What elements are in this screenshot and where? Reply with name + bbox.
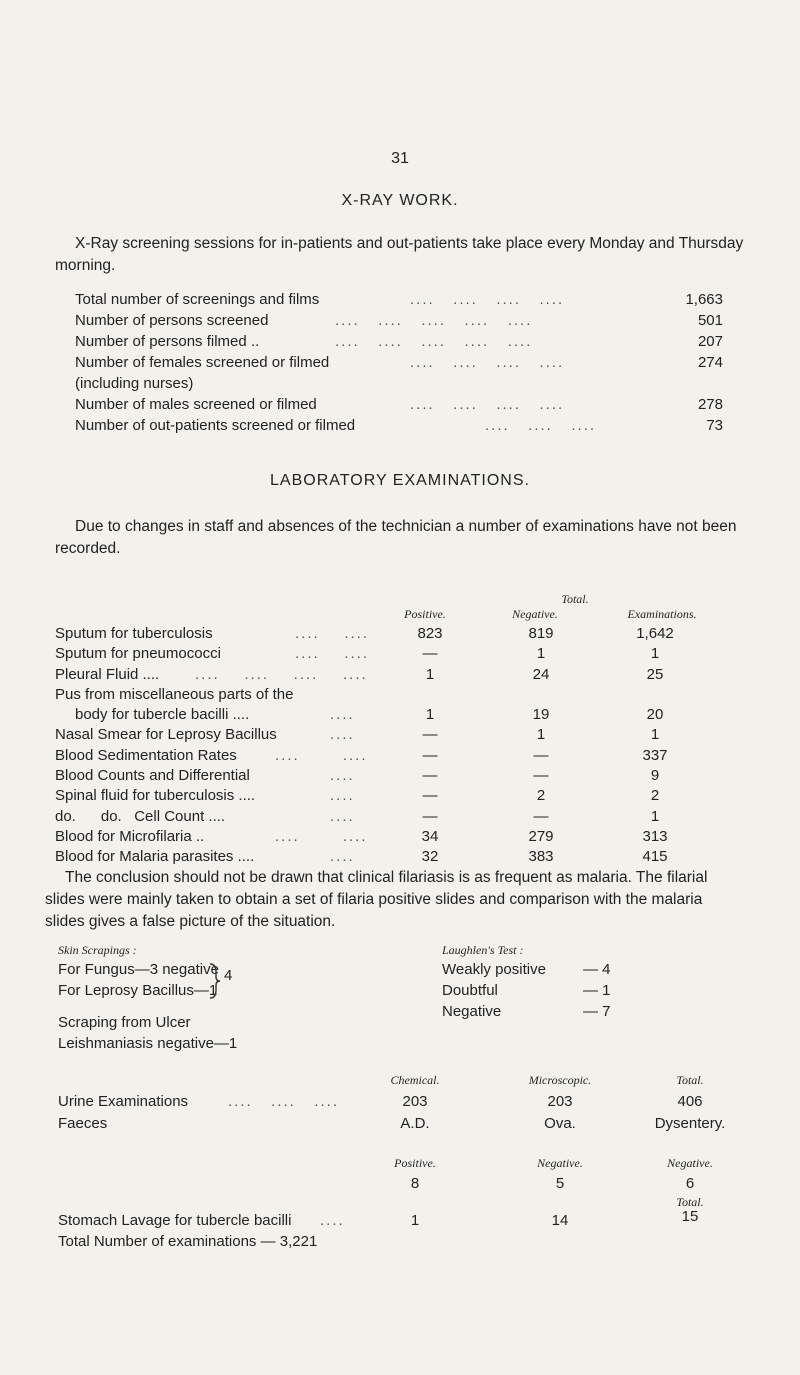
- stomach-positive: 1: [410, 1212, 420, 1229]
- lab-header-positive: Positive.: [404, 607, 446, 621]
- faeces-ova: Ova.: [544, 1115, 576, 1132]
- stomach-negative: 14: [551, 1212, 569, 1229]
- row-negative: —: [533, 807, 549, 825]
- row-positive: 1: [425, 665, 435, 683]
- xray-row-label: Number of persons screened: [75, 312, 269, 329]
- row-negative: —: [533, 767, 549, 785]
- row-positive: —: [422, 787, 438, 805]
- row-label: Sputum for pneumococci: [55, 645, 221, 663]
- row-total: 1,642: [636, 625, 674, 642]
- xray-row: Number of out-patients screened or filmed .... .... .... 73: [75, 417, 723, 434]
- row-negative: 819: [528, 625, 554, 642]
- xray-row-value: 207: [697, 333, 723, 350]
- table-row: Blood for Malaria parasites .... .... 32 383 415: [55, 846, 735, 866]
- row-positive: 1: [425, 706, 435, 724]
- stomach-label: Stomach Lavage for tubercle bacilli: [58, 1212, 292, 1229]
- urine-header-microscopic: Microscopic.: [528, 1073, 592, 1087]
- faeces-label: Faeces: [58, 1115, 108, 1132]
- xray-stats: [75, 289, 775, 436]
- laughlen-value: — 4: [583, 961, 611, 978]
- table-row: Spinal fluid for tuberculosis .... .... — 2 2: [55, 785, 735, 805]
- row-positive: 32: [421, 848, 439, 866]
- lab-header-total: Total.: [561, 592, 589, 606]
- urine-label: Urine Examinations: [58, 1093, 189, 1110]
- xray-row-label: Number of out-patients screened or filmed: [75, 417, 356, 434]
- row-label: Nasal Smear for Leprosy Bacillus: [55, 726, 277, 744]
- row-total: 20: [646, 706, 664, 724]
- xray-row-label: Number of females screened or filmed: [75, 354, 330, 371]
- row-label: Spinal fluid for tuberculosis ....: [55, 787, 256, 805]
- skin-brace-total: 4: [224, 967, 233, 984]
- row-label: Pleural Fluid ....: [55, 665, 160, 683]
- xray-row: Number of males screened or filmed .... .... .... .... 278: [75, 396, 723, 413]
- table-row: Sputum for pneumococci .... .... — 1 1: [55, 643, 735, 663]
- row-label: Blood for Microfilaria ..: [55, 827, 205, 845]
- row-negative: 279: [528, 827, 554, 845]
- xray-row-value: 274: [697, 354, 723, 371]
- lab-title: LABORATORY EXAMINATIONS.: [270, 472, 530, 489]
- row-total: 313: [642, 827, 668, 845]
- xray-row-value: 1,663: [685, 291, 723, 308]
- row-total: 9: [650, 767, 660, 785]
- row-label: Blood Sedimentation Rates: [55, 746, 237, 764]
- skin-line-fungus: For Fungus—3 negative: [58, 961, 219, 978]
- stomach-header-negative: Negative.: [537, 1156, 583, 1170]
- row-negative: 2: [536, 787, 546, 805]
- stomach-header-total: Total.: [676, 1195, 704, 1209]
- xray-intro: X-Ray screening sessions for in-patients and out-patients take place every Monday and Thursday morning.: [55, 235, 744, 274]
- table-row: Sputum for tuberculosis .... .... 823 819 1,642: [55, 623, 735, 643]
- stomach-negative-1: 5: [555, 1175, 565, 1192]
- xray-title: X-RAY WORK.: [341, 192, 459, 209]
- xray-row-label: Number of persons filmed ..: [75, 333, 260, 350]
- xray-row: Number of persons screened .... .... .... .... .... 501: [75, 312, 723, 329]
- brace-icon: [208, 962, 222, 1000]
- row-positive: —: [422, 767, 438, 785]
- laughlen-value: — 7: [583, 1003, 611, 1020]
- row-negative: 1: [536, 726, 546, 744]
- row-positive: —: [422, 726, 438, 744]
- laughlen-label: Weakly positive: [442, 961, 546, 978]
- stomach-total: 15: [681, 1208, 699, 1225]
- xray-row: Total number of screenings and films .... .... .... .... 1,663: [75, 291, 723, 308]
- xray-row-label: Total number of screenings and films: [75, 291, 320, 308]
- row-label: Sputum for tuberculosis: [55, 625, 213, 642]
- laughlen-heading: Laughlen's Test :: [442, 943, 524, 957]
- row-label: Blood Counts and Differential: [55, 767, 250, 785]
- table-row: Pleural Fluid .... .... .... .... .... 1 24 25: [55, 664, 735, 684]
- row-negative: 1: [536, 645, 546, 663]
- table-row: [55, 684, 735, 704]
- row-positive: —: [422, 746, 438, 764]
- lab-header-examinations: Examinations.: [627, 607, 697, 621]
- xray-row-value: 278: [697, 396, 723, 413]
- stomach-header-negative-2: Negative.: [667, 1156, 713, 1170]
- row-total: 2: [650, 787, 660, 805]
- lab-intro: Due to changes in staff and absences of the technician a number of examinations have not been recorded.: [55, 518, 737, 557]
- stomach-negative-2: 6: [685, 1175, 695, 1192]
- row-total: 1: [650, 645, 660, 663]
- table-row: Nasal Smear for Leprosy Bacillus .... — 1 1: [55, 724, 735, 744]
- row-total: 25: [646, 665, 664, 683]
- table-row: do. do. Cell Count .... .... — — 1: [55, 806, 735, 826]
- row-negative: 383: [528, 848, 554, 866]
- xray-row-value: 501: [697, 312, 723, 329]
- stomach-positive-1: 8: [410, 1175, 420, 1192]
- row-positive: —: [422, 807, 438, 825]
- stomach-header-positive: Positive.: [394, 1156, 436, 1170]
- skin-ulcer-line1: Scraping from Ulcer: [58, 1014, 191, 1031]
- table-row: body for tubercle bacilli .... .... 1 19 20: [55, 704, 735, 724]
- row-total: 415: [642, 848, 668, 866]
- urine-header-total: Total.: [676, 1073, 704, 1087]
- row-negative: —: [533, 746, 549, 764]
- row-total: 1: [650, 807, 660, 825]
- table-row: Blood for Microfilaria .. .... .... 34 279 313: [55, 826, 735, 846]
- total-examinations: Total Number of examinations — 3,221: [58, 1233, 318, 1250]
- laughlen-value: — 1: [583, 982, 611, 999]
- xray-row-label: Number of males screened or filmed: [75, 396, 317, 413]
- xray-row-label: (including nurses): [75, 375, 194, 392]
- skin-heading: Skin Scrapings :: [58, 943, 137, 957]
- row-positive: 34: [421, 827, 439, 845]
- lab-conclusion: The conclusion should not be drawn that clinical filariasis is as frequent as malaria. The filarial slides were mainly taken to obtain a set of filaria positive slides and comparison with the malaria slides gives a false picture of the situation.: [45, 869, 708, 930]
- row-negative: 24: [532, 665, 550, 683]
- row-label: body for tubercle bacilli ....: [75, 706, 250, 724]
- xray-row-value: 73: [706, 417, 723, 434]
- row-total: 1: [650, 726, 660, 744]
- row-positive: 823: [417, 625, 443, 642]
- row-label: do. do. Cell Count ....: [55, 807, 226, 825]
- table-row: Blood Sedimentation Rates .... .... — — 337: [55, 745, 735, 765]
- faeces-ad: A.D.: [400, 1115, 430, 1132]
- skin-ulcer-line2: Leishmaniasis negative—1: [58, 1035, 238, 1052]
- urine-chemical: 203: [402, 1093, 428, 1110]
- lab-header-negative: Negative.: [512, 607, 558, 621]
- row-positive: —: [422, 645, 438, 663]
- xray-row: [75, 373, 775, 394]
- page-number: 31: [391, 150, 409, 167]
- row-label: Blood for Malaria parasites ....: [55, 848, 255, 866]
- faeces-dysentery: Dysentery.: [654, 1115, 726, 1132]
- xray-row: Number of persons filmed .. .... .... .... .... .... 207: [75, 333, 723, 350]
- row-negative: 19: [532, 706, 550, 724]
- table-row: Blood Counts and Differential .... — — 9: [55, 765, 735, 785]
- row-label: Pus from miscellaneous parts of the: [55, 685, 294, 703]
- urine-header-chemical: Chemical.: [390, 1073, 440, 1087]
- urine-microscopic: 203: [547, 1093, 573, 1110]
- row-total: 337: [642, 746, 668, 764]
- skin-line-leprosy: For Leprosy Bacillus—1: [58, 982, 218, 999]
- laughlen-label: Negative: [442, 1003, 502, 1020]
- laughlen-label: Doubtful: [442, 982, 498, 999]
- urine-total: 406: [677, 1093, 703, 1110]
- xray-row: Number of females screened or filmed .... .... .... .... 274: [75, 354, 723, 371]
- lab-table: [55, 623, 735, 867]
